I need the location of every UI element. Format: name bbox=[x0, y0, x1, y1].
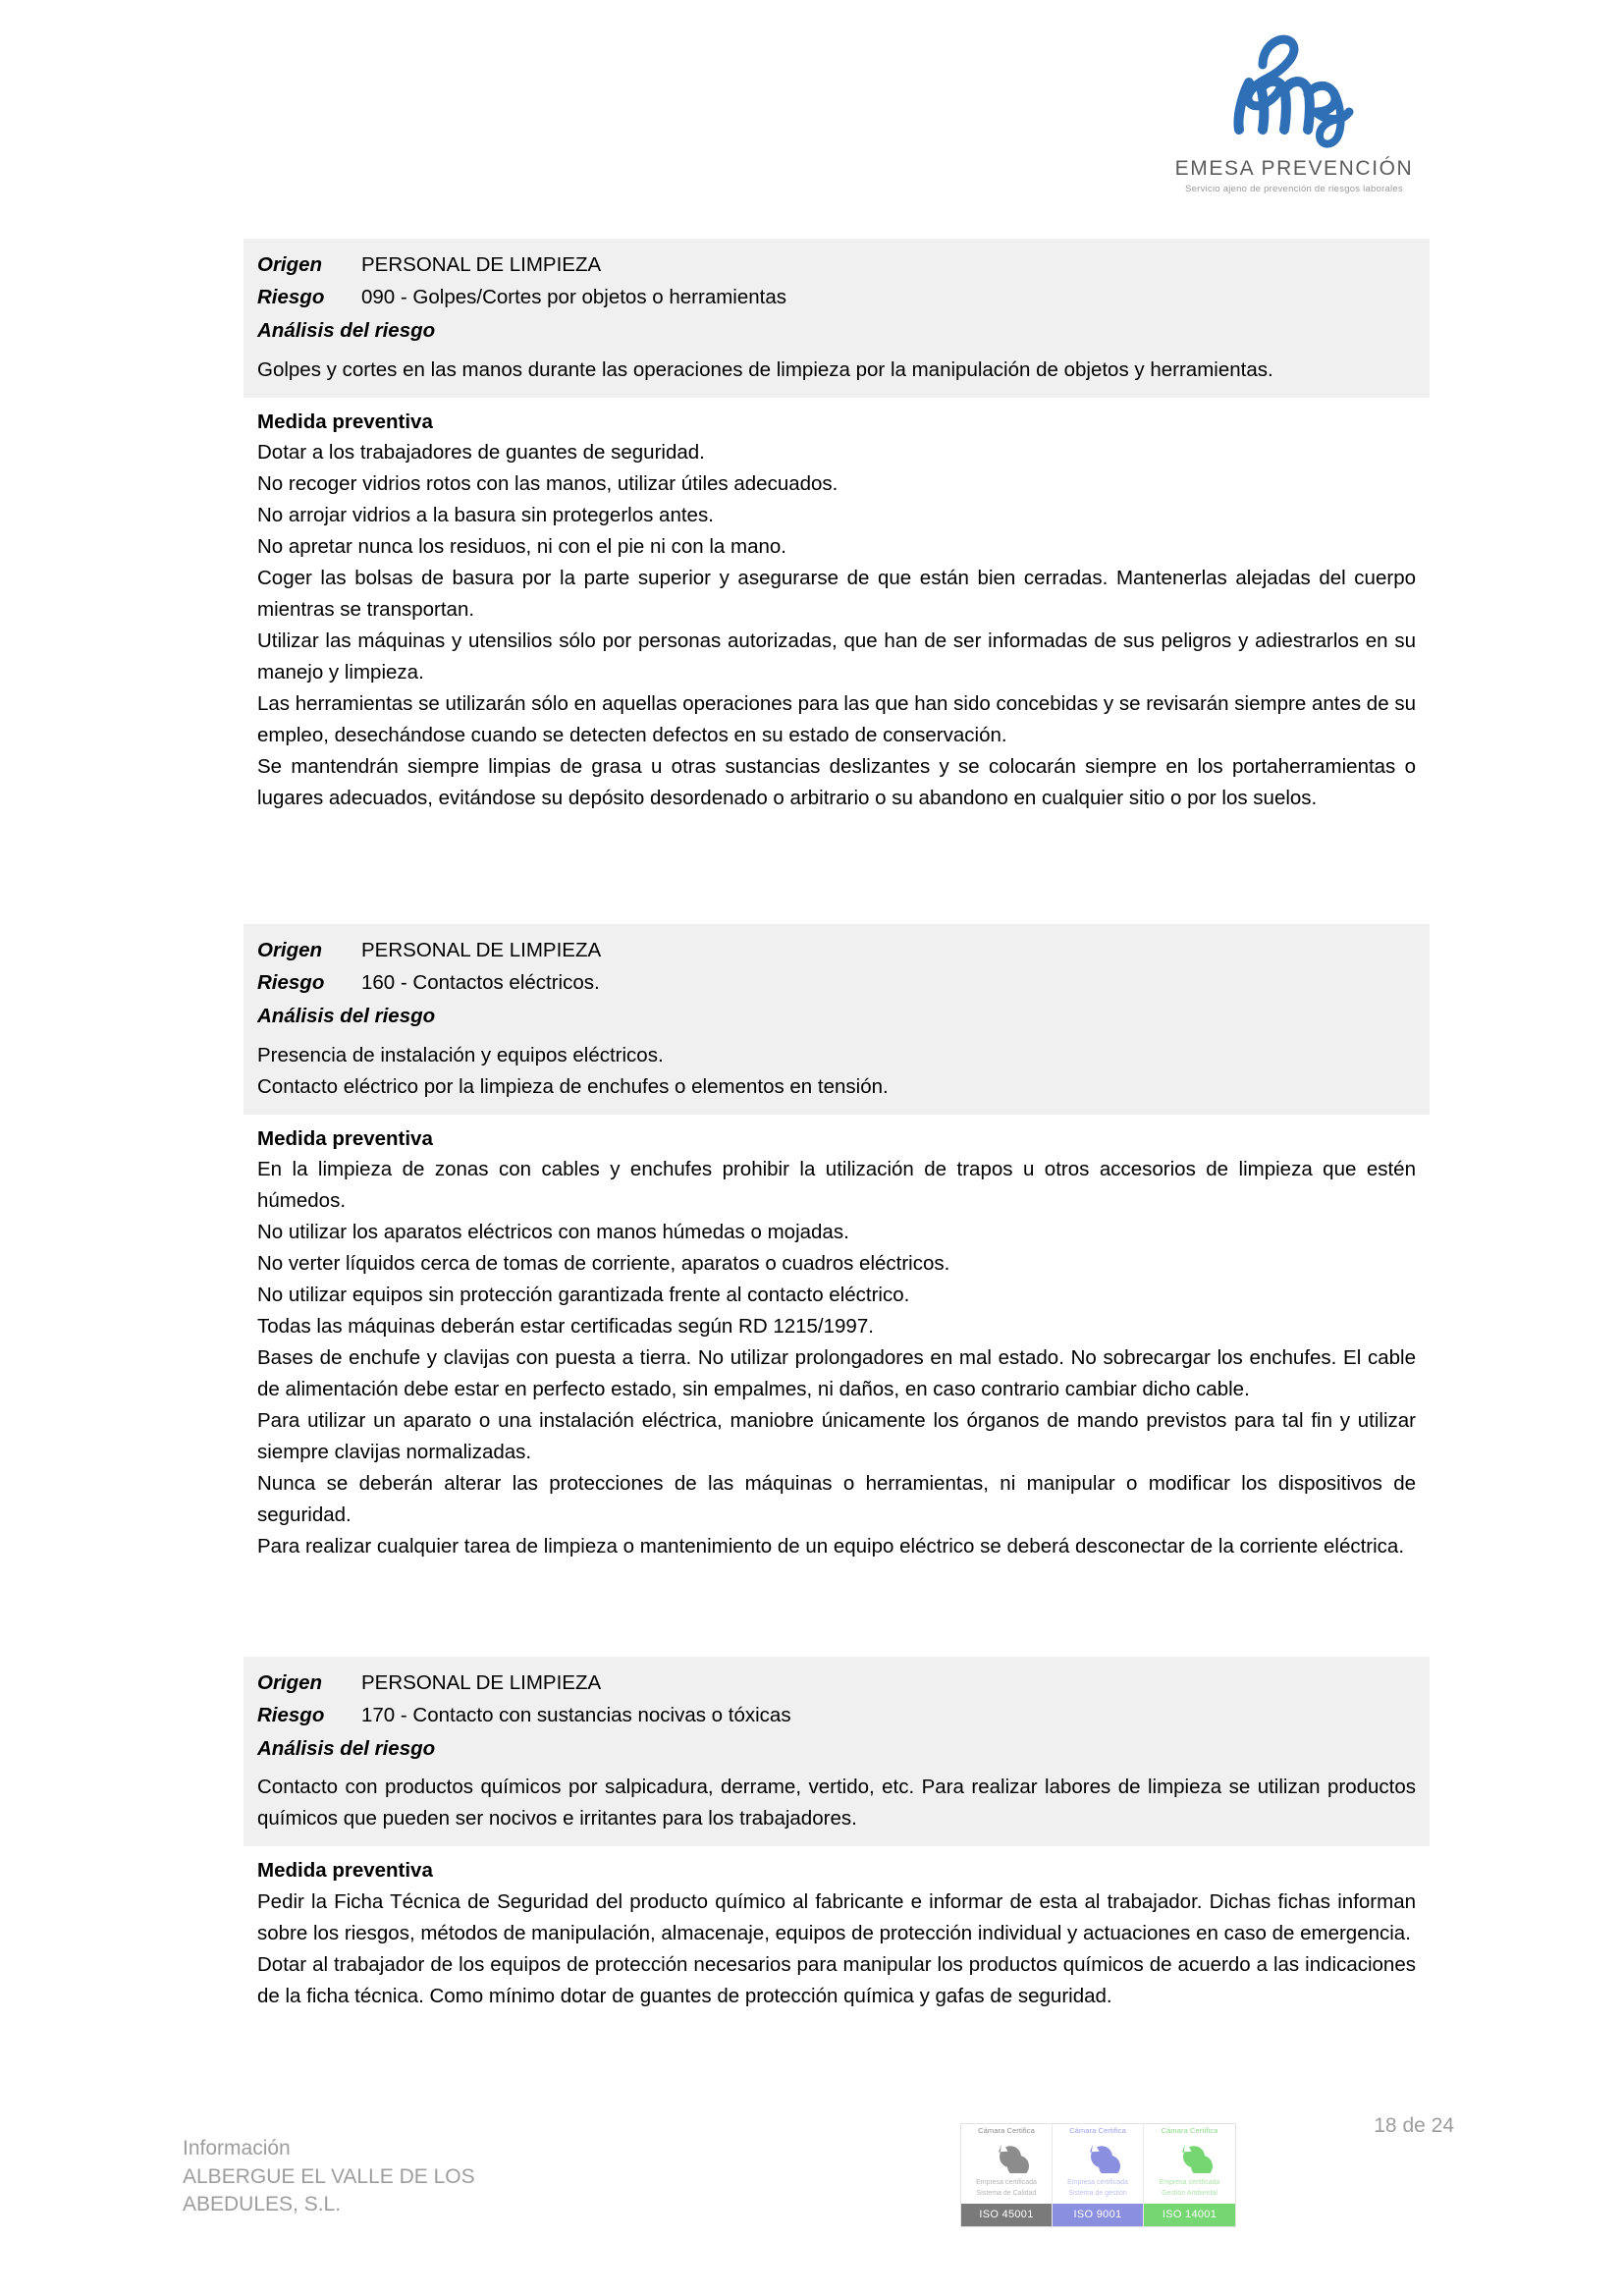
riesgo-value: 090 - Golpes/Cortes por objetos o herramientas bbox=[361, 286, 787, 309]
cert-description-line1: Empresa certificada bbox=[1159, 2179, 1220, 2186]
risk-block bbox=[243, 239, 1430, 814]
certification-badge-iso45001 bbox=[961, 2124, 1053, 2226]
medida-item: No arrojar vidrios a la basura sin protegerlos antes. bbox=[257, 504, 714, 527]
cert-description bbox=[961, 2177, 1052, 2204]
medida-item: No apretar nunca los residuos, ni con el pie ni con la mano. bbox=[257, 535, 787, 559]
analisis-text bbox=[257, 1772, 1416, 1834]
medida-label: Medida preventiva bbox=[257, 1126, 433, 1150]
risk-header bbox=[243, 239, 1430, 398]
medida-item: No utilizar equipos sin protección garantizada frente al contacto eléctrico. bbox=[257, 1284, 910, 1307]
cert-issuer: Cámara Certifica bbox=[1161, 2126, 1218, 2135]
cert-description bbox=[1053, 2177, 1143, 2204]
cert-issuer: Cámara Certifica bbox=[978, 2126, 1035, 2135]
origen-value: PERSONAL DE LIMPIEZA bbox=[361, 938, 602, 961]
medida-label: Medida preventiva bbox=[257, 410, 433, 433]
riesgo-value: 170 - Contacto con sustancias nocivas o tóxicas bbox=[361, 1704, 791, 1727]
cert-chain-icon bbox=[961, 2136, 1052, 2177]
measure-section bbox=[243, 398, 1430, 814]
cert-standard: ISO 45001 bbox=[961, 2204, 1052, 2226]
analisis-paragraph: Contacto eléctrico por la limpieza de enchufes o elementos en tensión. bbox=[257, 1074, 889, 1098]
origen-value: PERSONAL DE LIMPIEZA bbox=[361, 253, 602, 276]
risk-header bbox=[243, 1657, 1430, 1847]
cert-description-line1: Empresa certificada bbox=[976, 2179, 1037, 2186]
analisis-label: Análisis del riesgo bbox=[257, 319, 436, 343]
measure-section bbox=[243, 1115, 1430, 1562]
cert-description-line2: Gestión Ambiental bbox=[1162, 2189, 1217, 2197]
analisis-paragraph: Golpes y cortes en las manos durante las operaciones de limpieza por la manipulación de objetos y herramientas. bbox=[257, 357, 1273, 381]
risk-block bbox=[243, 1657, 1430, 2012]
riesgo-row bbox=[257, 1699, 1416, 1731]
analisis-label: Análisis del riesgo bbox=[257, 1005, 436, 1028]
origen-label: Origen bbox=[257, 253, 323, 276]
cert-description bbox=[1144, 2177, 1235, 2204]
medida-list bbox=[257, 1154, 1416, 1562]
certification-badge-iso9001 bbox=[1053, 2124, 1144, 2226]
analisis-text bbox=[257, 355, 1416, 386]
emesa-logo-icon bbox=[1132, 26, 1456, 153]
block-spacer bbox=[243, 1562, 1430, 1657]
riesgo-row bbox=[257, 966, 1416, 999]
cert-description-line2: Sistema de Calidad bbox=[976, 2189, 1037, 2197]
medida-item: Dotar a los trabajadores de guantes de seguridad. bbox=[257, 441, 705, 465]
medida-item: No utilizar los aparatos eléctricos con manos húmedas o mojadas. bbox=[257, 1221, 849, 1244]
cert-chain-icon bbox=[1053, 2136, 1143, 2177]
measure-section bbox=[243, 1846, 1430, 2012]
cert-standard: ISO 14001 bbox=[1144, 2204, 1235, 2226]
medida-item: En la limpieza de zonas con cables y enchufes prohibir la utilización de trapos u otros accesorios de limpieza que estén húmedos. bbox=[257, 1158, 1416, 1213]
medida-item: Pedir la Ficha Técnica de Seguridad del producto químico al fabricante e informar de esta al trabajador. Dichas fichas informan sobre los riesgos, métodos de manipulación, almacenaje, equipos de protección individual y actuaciones en caso de emergencia. bbox=[257, 1890, 1416, 1945]
cert-standard: ISO 9001 bbox=[1053, 2204, 1143, 2226]
footer-client-line1: ALBERGUE EL VALLE DE LOS bbox=[183, 2164, 475, 2188]
origen-row bbox=[257, 934, 1416, 966]
footer-info-label: Información bbox=[183, 2137, 291, 2159]
cert-issuer: Cámara Certifica bbox=[1069, 2126, 1126, 2135]
footer-client-line2: ABEDULES, S.L. bbox=[183, 2193, 342, 2216]
risk-block bbox=[243, 924, 1430, 1562]
riesgo-label: Riesgo bbox=[257, 286, 325, 309]
certification-badge-iso14001 bbox=[1144, 2124, 1235, 2226]
origen-label: Origen bbox=[257, 1670, 323, 1694]
page-number: 18 de 24 bbox=[1374, 2114, 1454, 2137]
origen-row bbox=[257, 1667, 1416, 1699]
medida-item: Utilizar las máquinas y utensilios sólo por personas autorizadas, que han de ser informadas de sus peligros y adiestrarlos en su manejo y limpieza. bbox=[257, 629, 1416, 684]
document-header bbox=[1132, 26, 1456, 194]
medida-item: Dotar al trabajador de los equipos de protección necesarios para manipular los productos químicos de acuerdo a las indicaciones de la ficha técnica. Como mínimo dotar de guantes de protección química y gafas de seguridad. bbox=[257, 1953, 1416, 2008]
cert-description-line2: Sistema de gestión bbox=[1068, 2189, 1127, 2197]
riesgo-label: Riesgo bbox=[257, 1704, 325, 1727]
medida-item: Las herramientas se utilizarán sólo en aquellas operaciones para las que han sido concebidas y se revisarán siempre antes de su empleo, desechándose cuando se detecten defectos en su estado de conservación. bbox=[257, 692, 1416, 747]
footer-client-info bbox=[183, 2135, 475, 2219]
company-name: EMESA PREVENCIÓN bbox=[1174, 157, 1414, 180]
medida-list bbox=[257, 1886, 1416, 2012]
medida-item: No recoger vidrios rotos con las manos, utilizar útiles adecuados. bbox=[257, 472, 839, 496]
analisis-paragraph: Contacto con productos químicos por salpicadura, derrame, vertido, etc. Para realizar labores de limpieza se utilizan productos químicos que pueden ser nocivos e irritantes para los trabajadores. bbox=[257, 1776, 1416, 1831]
risk-blocks-container bbox=[243, 239, 1430, 2012]
riesgo-value: 160 - Contactos eléctricos. bbox=[361, 971, 600, 995]
medida-item: Para utilizar un aparato o una instalación eléctrica, maniobre únicamente los órganos de mando previstos para tal fin y utilizar siempre clavijas normalizadas. bbox=[257, 1409, 1416, 1463]
riesgo-label: Riesgo bbox=[257, 971, 325, 995]
medida-item: No verter líquidos cerca de tomas de corriente, aparatos o cuadros eléctricos. bbox=[257, 1252, 950, 1276]
medida-item: Bases de enchufe y clavijas con puesta a tierra. No utilizar prolongadores en mal estado. No sobrecargar los enchufes. El cable de alimentación debe estar en perfecto estado, sin empalmes, ni daños, en caso contrario cambiar dicho cable. bbox=[257, 1346, 1416, 1401]
cert-chain-icon bbox=[1144, 2136, 1235, 2177]
medida-item: Se mantendrán siempre limpias de grasa u otras sustancias deslizantes y se colocarán siempre en los portaherramientas o lugares adecuados, evitándose su depósito desordenado o arbitrario o su abandono en cualquier sitio o por los suelos. bbox=[257, 755, 1416, 809]
analisis-text bbox=[257, 1040, 1416, 1103]
company-tagline: Servicio ajeno de prevención de riesgos laborales bbox=[1185, 184, 1403, 194]
origen-label: Origen bbox=[257, 938, 323, 961]
cert-description-line1: Empresa certificada bbox=[1067, 2179, 1128, 2186]
medida-item: Todas las máquinas deberán estar certificadas según RD 1215/1997. bbox=[257, 1315, 874, 1339]
riesgo-row bbox=[257, 281, 1416, 313]
block-spacer bbox=[243, 814, 1430, 924]
analisis-paragraph: Presencia de instalación y equipos eléctricos. bbox=[257, 1043, 664, 1066]
document-footer bbox=[0, 2100, 1623, 2296]
medida-item: Nunca se deberán alterar las protecciones de las máquinas o herramientas, ni manipular o modificar los dispositivos de seguridad. bbox=[257, 1471, 1416, 1526]
origen-row bbox=[257, 248, 1416, 281]
medida-label: Medida preventiva bbox=[257, 1859, 433, 1883]
certification-badges bbox=[960, 2123, 1236, 2227]
medida-item: Para realizar cualquier tarea de limpieza o mantenimiento de un equipo eléctrico se deberá desconectar de la corriente eléctrica. bbox=[257, 1534, 1405, 1558]
origen-value: PERSONAL DE LIMPIEZA bbox=[361, 1670, 602, 1694]
medida-item: Coger las bolsas de basura por la parte superior y asegurarse de que están bien cerradas. Mantenerlas alejadas del cuerpo mientras se transportan. bbox=[257, 567, 1416, 622]
analisis-label: Análisis del riesgo bbox=[257, 1737, 436, 1761]
risk-header bbox=[243, 924, 1430, 1115]
medida-list bbox=[257, 437, 1416, 814]
